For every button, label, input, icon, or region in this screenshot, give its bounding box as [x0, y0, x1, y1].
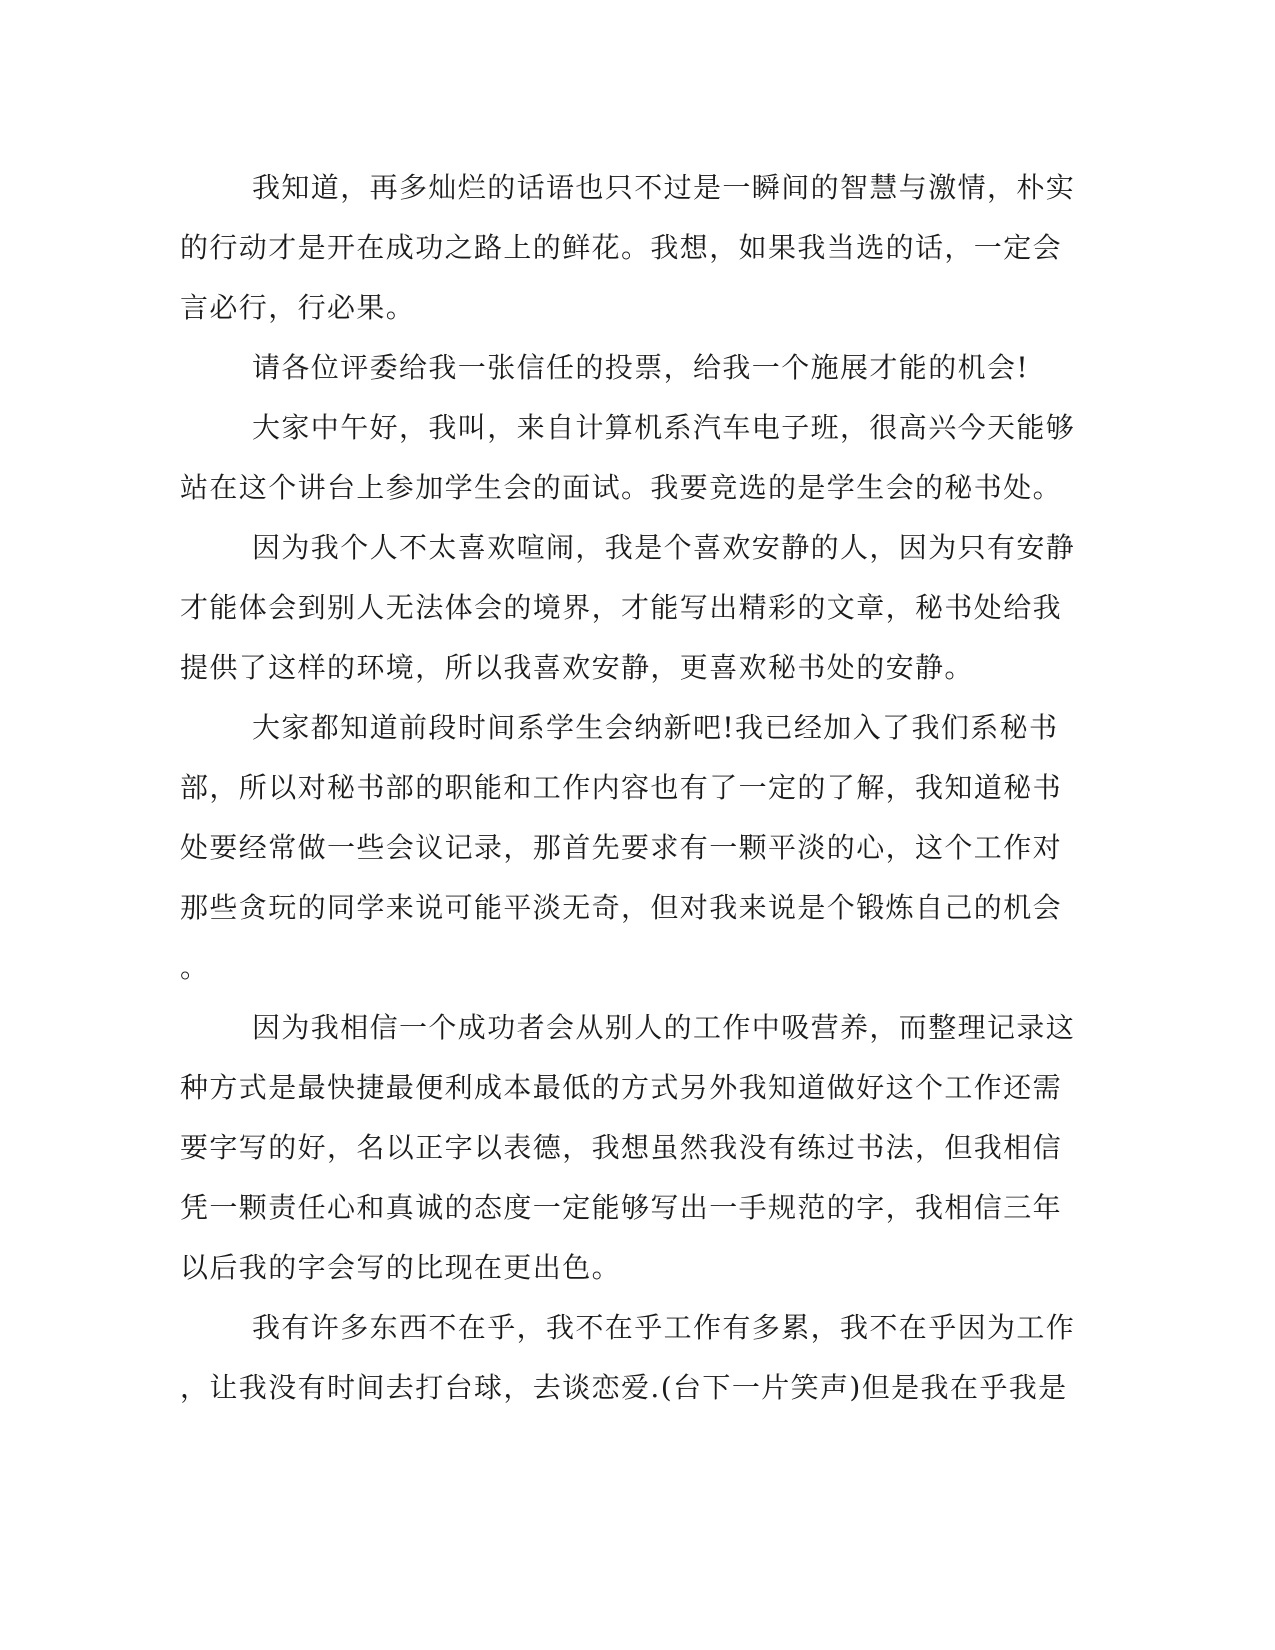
paragraph-line: 请各位评委给我一张信任的投票，给我一个施展才能的机会!	[252, 351, 1030, 384]
paragraph-line: 大家中午好，我叫，来自计算机系汽车电子班，很高兴今天能够	[252, 411, 1076, 444]
paragraph-line: ，让我没有时间去打台球，去谈恋爱.(台下一片笑声)但是我在乎我是	[180, 1371, 1068, 1404]
paragraph-line: 我有许多东西不在乎，我不在乎工作有多累，我不在乎因为工作	[252, 1311, 1076, 1344]
paragraph-line: 才能体会到别人无法体会的境界，才能写出精彩的文章，秘书处给我	[180, 591, 1063, 624]
paragraph-line: 凭一颗责任心和真诚的态度一定能够写出一手规范的字，我相信三年	[180, 1191, 1063, 1224]
paragraph-line: 大家都知道前段时间系学生会纳新吧!我已经加入了我们系秘书	[252, 711, 1059, 744]
paragraph-line: 站在这个讲台上参加学生会的面试。我要竞选的是学生会的秘书处。	[180, 471, 1063, 504]
paragraph-line: 的行动才是开在成功之路上的鲜花。我想，如果我当选的话，一定会	[180, 231, 1063, 264]
paragraph-line: 处要经常做一些会议记录，那首先要求有一颗平淡的心，这个工作对	[180, 831, 1063, 864]
paragraph-line: 要字写的好，名以正字以表德，我想虽然我没有练过书法，但我相信	[180, 1131, 1063, 1164]
paragraph-line: 。	[180, 951, 210, 984]
paragraph-line: 因为我相信一个成功者会从别人的工作中吸营养，而整理记录这	[252, 1011, 1076, 1044]
paragraph-line: 言必行，行必果。	[180, 291, 416, 324]
paragraph-line: 以后我的字会写的比现在更出色。	[180, 1251, 622, 1284]
paragraph-line: 我知道，再多灿烂的话语也只不过是一瞬间的智慧与激情，朴实	[252, 171, 1076, 204]
document-body	[180, 158, 1076, 1418]
paragraph-line: 提供了这样的环境，所以我喜欢安静，更喜欢秘书处的安静。	[180, 651, 974, 684]
paragraph-line: 因为我个人不太喜欢喧闹，我是个喜欢安静的人，因为只有安静	[252, 531, 1076, 564]
paragraph-line: 种方式是最快捷最便利成本最低的方式另外我知道做好这个工作还需	[180, 1071, 1063, 1104]
paragraph-line: 那些贪玩的同学来说可能平淡无奇，但对我来说是个锻炼自己的机会	[180, 891, 1063, 924]
paragraph-line: 部，所以对秘书部的职能和工作内容也有了一定的了解，我知道秘书	[180, 771, 1063, 804]
